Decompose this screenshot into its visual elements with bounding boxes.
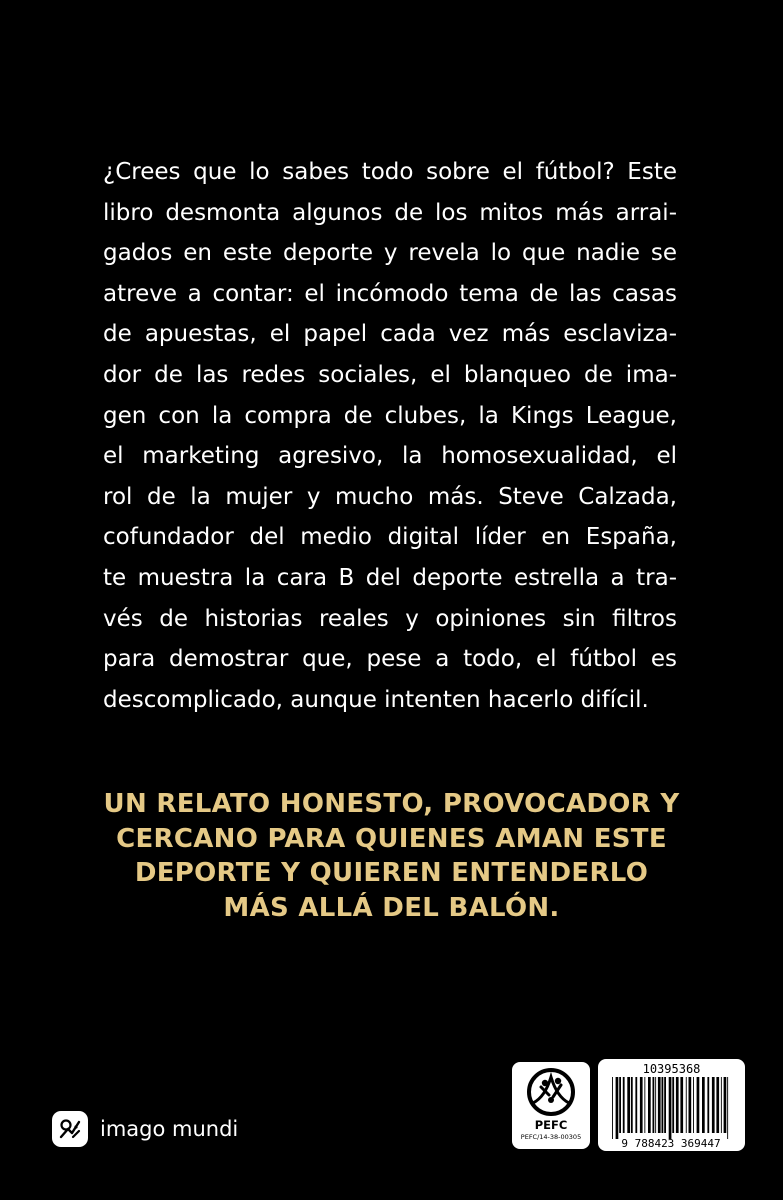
barcode-bar bbox=[635, 1077, 637, 1133]
synopsis-line: gen con la compra de clubes, la Kings League, bbox=[103, 402, 677, 429]
barcode-bar bbox=[619, 1077, 621, 1133]
barcode-internal-code: 10395368 bbox=[642, 1062, 701, 1076]
synopsis-line: gados en este deporte y revela lo que nadie se bbox=[103, 240, 677, 267]
synopsis-line: ¿Crees que lo sabes todo sobre el fútbol? Este bbox=[103, 159, 677, 185]
synopsis-line: vés de historias reales y opiniones sin filtros bbox=[103, 605, 677, 632]
synopsis-line: rol de la mujer y mucho más. Steve Calzada, bbox=[103, 483, 677, 510]
barcode-bar bbox=[672, 1077, 674, 1133]
barcode-bar bbox=[612, 1077, 613, 1139]
synopsis-line: el marketing agresivo, la homosexualidad, el bbox=[103, 443, 677, 470]
barcode-bar bbox=[653, 1077, 655, 1133]
pefc-label: PEFC bbox=[534, 1118, 568, 1132]
barcode-bar bbox=[627, 1077, 630, 1133]
barcode-bar bbox=[727, 1077, 728, 1139]
isbn-digits: 9 788423 369447 bbox=[621, 1137, 721, 1149]
barcode-bar bbox=[640, 1077, 643, 1133]
synopsis-line: te muestra la cara B del deporte estrella a tra- bbox=[103, 564, 677, 591]
synopsis-line: libro desmonta algunos de los mitos más arrai- bbox=[103, 199, 677, 226]
barcode-bar bbox=[664, 1077, 666, 1133]
barcode-bar bbox=[676, 1077, 679, 1133]
barcode-bar bbox=[648, 1077, 651, 1133]
barcode-bar bbox=[716, 1077, 719, 1133]
barcode-bar bbox=[721, 1077, 722, 1133]
synopsis-line: de apuestas, el papel cada vez más esclaviza- bbox=[103, 321, 677, 348]
synopsis-line: para demostrar que, pese a todo, el fútbol es bbox=[103, 646, 677, 673]
barcode-bar bbox=[680, 1077, 683, 1133]
barcode-bar bbox=[669, 1077, 672, 1139]
synopsis-line: dor de las redes sociales, el blanqueo de ima- bbox=[103, 361, 677, 388]
pefc-license-code: PEFC/14-38-00305 bbox=[520, 1133, 582, 1141]
barcode-bar bbox=[644, 1077, 645, 1133]
barcode-bar bbox=[689, 1077, 692, 1133]
tagline-line: DEPORTE Y QUIEREN ENTENDERLO bbox=[134, 858, 649, 888]
barcode-bar bbox=[724, 1077, 727, 1133]
publisher-name: imago mundi bbox=[100, 1117, 239, 1141]
isbn-barcode bbox=[598, 1059, 745, 1151]
barcode-bar bbox=[707, 1077, 709, 1133]
synopsis-line: atreve a contar: el incómodo tema de las casas bbox=[103, 280, 677, 307]
barcode-bar bbox=[662, 1077, 664, 1133]
barcode-bars bbox=[604, 1077, 739, 1149]
tagline-line: UN RELATO HONESTO, PROVOCADOR Y bbox=[103, 789, 680, 819]
tagline bbox=[0, 787, 783, 925]
pefc-tree-logo-icon bbox=[523, 1067, 579, 1117]
barcode-bar bbox=[693, 1077, 694, 1133]
barcode-bar bbox=[702, 1077, 705, 1133]
synopsis-line: cofundador del medio digital líder en España, bbox=[103, 524, 677, 551]
synopsis-line: descomplicado, aunque intenten hacerlo difícil. bbox=[103, 686, 649, 713]
synopsis-text bbox=[103, 152, 677, 720]
tagline-line: MÁS ALLÁ DEL BALÓN. bbox=[223, 892, 560, 923]
pefc-certification bbox=[512, 1062, 590, 1149]
barcode-bar bbox=[686, 1077, 687, 1133]
tagline-line: CERCANO PARA QUIENES AMAN ESTE bbox=[116, 823, 667, 854]
imago-mundi-logo-icon bbox=[52, 1111, 88, 1147]
barcode-bar bbox=[712, 1077, 715, 1133]
barcode-bar bbox=[616, 1077, 619, 1139]
barcode-bar bbox=[631, 1077, 633, 1133]
publisher-imprint bbox=[52, 1110, 238, 1148]
barcode-bar bbox=[658, 1077, 661, 1133]
barcode-bar bbox=[655, 1077, 656, 1133]
barcode-bar bbox=[697, 1077, 700, 1133]
barcode-bar bbox=[623, 1077, 625, 1133]
